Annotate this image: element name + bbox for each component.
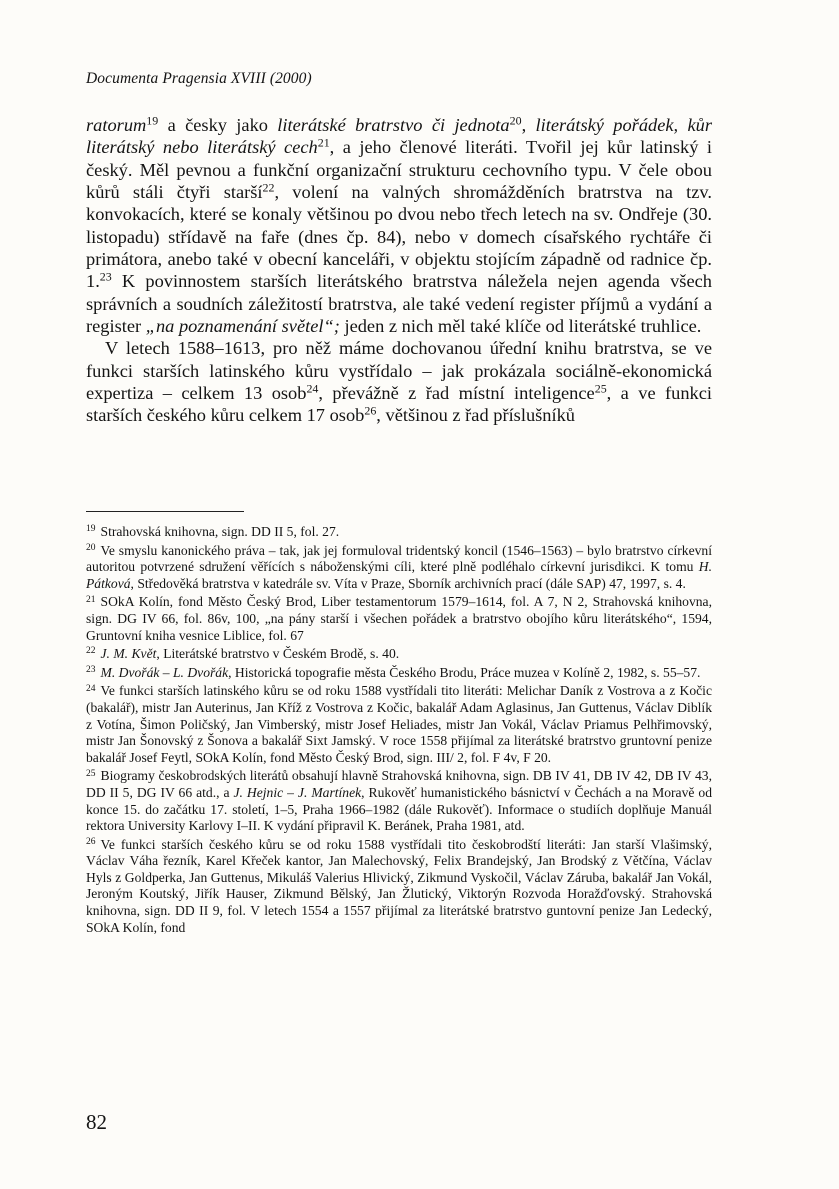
text-run: , a ve funkci starších českého kůru celkem 17 osob xyxy=(86,383,712,426)
footnote-ref: 20 xyxy=(509,113,522,128)
footnote-number: 19 xyxy=(86,524,96,535)
footnote-ref: 23 xyxy=(99,269,112,284)
footnote-21 xyxy=(86,594,712,644)
text-run: , Literátské bratrstvo v Českém Brodě, s. 40. xyxy=(156,646,400,662)
footnote-number: 24 xyxy=(86,683,96,694)
text-run: K povinnostem starších literátského bratrstva náležela nejen agenda všech správních a soudních záležitostí bratrstva, ale také vedení register příjmů a vydání a register xyxy=(86,271,712,337)
footnote-26 xyxy=(86,837,712,937)
footnote-number: 22 xyxy=(86,646,96,657)
footnote-ref: 21 xyxy=(317,135,330,150)
footnote-ref: 26 xyxy=(364,403,377,418)
text-run: Biogramy českobrodských literátů obsahují hlavně Strahovská knihovna, sign. DB IV 41, DB IV 42, DB IV 43, DD II 5, DG IV 66 atd., a xyxy=(86,768,712,800)
text-run: , Historická topografie města Českého Brodu, Práce muzea v Kolíně 2, 1982, s. 55–57. xyxy=(228,664,701,680)
footnote-25 xyxy=(86,768,712,834)
footnote-number: 26 xyxy=(86,836,96,847)
text-run: , Rukověť humanistického básnictví v Čechách a na Moravě od konce 15. do začátku 17. století, 1–5, Praha 1966–1982 (dále Rukověť). Informace o studiích doplňuje Manuál rektora University Karlovy I–II. K vydání připravil K. Beránek, Praha 1981, atd. xyxy=(86,784,712,834)
text-run: , většinou z řad příslušníků xyxy=(376,405,575,426)
footnote-ref: 22 xyxy=(262,180,275,195)
footnote-24 xyxy=(86,683,712,766)
text-run: Ve smyslu kanonického práva – tak, jak jej formuloval tridentský koncil (1546–1563) – bylo bratrstvo církevní autoritou potvrzené sdružení věřících s náboženskými cíli, které plně podléhalo církevní jurisdikci. K tomu xyxy=(86,542,712,575)
paragraph-2 xyxy=(86,337,712,426)
body-text xyxy=(86,114,712,427)
footnote-ref: 24 xyxy=(306,381,319,396)
footnotes xyxy=(86,524,712,938)
footnote-number: 23 xyxy=(86,665,96,675)
footnote-ref: 19 xyxy=(146,113,159,128)
italic-text: literátské bratrstvo či jednota xyxy=(277,115,510,135)
text-run: , xyxy=(521,115,536,135)
text-run: , Středověká bratrstva v katedrále sv. Víta v Praze, Sborník archivních prací (dále SAP) 47, 1997, s. 4. xyxy=(130,575,686,591)
italic-text: ratorum xyxy=(86,115,147,135)
italic-text: H. Pátková xyxy=(86,559,712,591)
paragraph-1 xyxy=(86,114,712,337)
text-run: , volení na valných shromážděních bratrstva na tzv. konvokacích, které se konaly většinou po dvou nebo třech letech na sv. Ondřeje (30. listopadu) střídavě na faře (dnes čp. 84), nebo v domech císařského rychtáře či primátora, anebo také v obecní kanceláři, v objektu stojícím západně od radnice čp. 1. xyxy=(86,182,712,292)
footnote-20 xyxy=(86,543,712,593)
text-run: Strahovská knihovna, sign. DD II 5, fol. 27. xyxy=(100,524,340,539)
italic-text: J. M. Květ xyxy=(100,646,157,662)
text-run: , a jeho členové literáti. Tvořil jej kůr latinský i český. Měl pevnou a funkční organizační strukturu cechovního typu. V čele obou kůrů stáli čtyři starší xyxy=(86,137,712,203)
text-run: a česky jako xyxy=(158,115,278,135)
running-head: Documenta Pragensia XVIII (2000) xyxy=(86,70,312,87)
footnote-19 xyxy=(86,524,712,541)
text-run: Ve funkci starších českého kůru se od roku 1588 vystřídali tito českobrodští literáti: Jan starší Vlašimský, Václav Váha řezník, Karel Křeček kantor, Jan Malechovský, Felix Brandejský, Jan Brodský z Větčína, Václav Hyls z Goldperka, Jan Guttenus, Mikuláš Valerius Hlivický, Zikmund Vyskočil, Václav Záruba, bakalář Jan Vokál, Jeroným Koutský, Jiřík Hauser, Zikmund Bělský, Jan Žlutický, Viktorýn Rozvoda Horažďovský. Strahovská knihovna, sign. DD II 9, fol. V letech 1554 a 1557 přijímal za literátské bratrstvo guntovní penize Jan Ledecký, SOkA Kolín, fond xyxy=(86,836,712,935)
italic-text: literátský pořádek, kůr literátský nebo literátský cech xyxy=(86,115,712,158)
text-run: , převážně z řad místní inteligence xyxy=(318,383,595,404)
footnote-23 xyxy=(86,665,712,682)
page-number: 82 xyxy=(86,1110,107,1134)
text-run: SOkA Kolín, fond Město Český Brod, Liber testamentorum 1579–1614, fol. A 7, N 2, Strahovská knihovna, sign. DG IV 66, fol. 86v, 100, „na pány starší i všechen pořádek a bratrstvo obojího kůru literátského“, 1594, Gruntovní kniha vesnice Liblice, fol. 67 xyxy=(86,594,712,643)
text-run: V letech 1588–1613, pro něž máme dochovanou úřední knihu bratrstva, se ve funkci starších latinského kůru vystřídalo – jak prokázala sociálně-ekonomická expertiza – celkem 13 osob xyxy=(86,338,712,404)
footnote-separator xyxy=(86,511,244,512)
footnote-ref: 25 xyxy=(594,381,607,396)
footnote-number: 25 xyxy=(86,768,96,779)
footnote-22 xyxy=(86,646,712,663)
footnote-number: 21 xyxy=(86,594,96,605)
footnote-number: 20 xyxy=(86,542,96,553)
text-run: jeden z nich měl také klíče od literátské truhlice. xyxy=(339,316,702,337)
italic-text: M. Dvořák – L. Dvořák xyxy=(100,664,229,680)
italic-text: J. Hejnic – J. Martínek xyxy=(233,784,362,800)
italic-text: „na poznamenání světel“; xyxy=(145,316,340,337)
text-run: Ve funkci starších latinského kůru se od roku 1588 vystřídali tito literáti: Melichar Daník z Vostrova a z Kočic (bakalář), mistr Jan Auterinus, Jan Kříž z Vostrova z Kočic, bakalář Adam Aglasinus, Jan Guttenus, Václav Diblík z Votína, Šimon Poličský, Jan Vimberský, mistr Josef Heliades, mistr Jan Vokál, Václav Priamus Pelhřimovský, mistr Jan Šonovský z Šonova a bakalář Sixt Jamský. V roce 1558 přijímal za literátské bratrstvo gruntovní penize bakalář Josef Feytl, SOkA Kolín, fond Město Český Brod, sign. III/ 2, fol. F 4v, F 20. xyxy=(86,683,712,765)
